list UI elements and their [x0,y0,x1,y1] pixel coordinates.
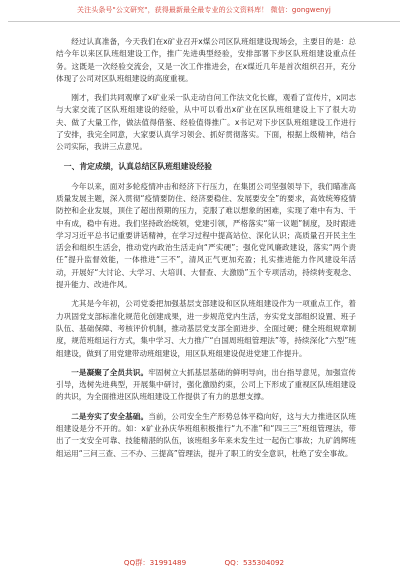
paragraph-observation: 刚才，我们共同观摩了ⅹ矿业采一队走动自问工作法文化长廊，观看了宣传片，ⅹ同志与大家交流了区队班组建设的经验，从中可以看出ⅹ矿业在区队班组建设上下了很大功夫、做了大量工作，做法值得借鉴、经验值得推广。ⅹ书记对下步区队班组建设工作进行了安排，我完全同意，大家要认真学习领会、抓好贯彻落实。下面，根据上级精神，结合公司实际，我讲三点意见。 [56,93,356,152]
paragraph-party-building: 尤其是今年初，公司党委把加强基层支部建设和区队班组建设作为一项重点工作，着力巩固党支部标准化规范化创建成果，进一步规范党内生活，夯实党支部组织设置、班子队伍、基础保障、考核评价机制，推动基层党支部全面进步、全面过硬；健全班组规章制度，规范班组运行方式，集中学习、大力推广“白国周班组管理法”等，持续深化“六型”班组建设，做到了用党建带动班组建设，用区队班组建设促进党建工作提升。 [56,299,356,358]
qq-group-number: QQ群：31991489 [123,558,187,567]
promo-header [0,0,408,22]
safety-lead: 二是夯实了安全基础。 [71,411,149,421]
promo-banner-text: 关注头条号"公文研究"，获得最新最全最专业的公文资料库！ 微信：gongwenyj [77,6,331,14]
paragraph-consensus [56,367,356,404]
section-heading-1: 一、肯定成绩，认真总结区队班组建设经验 [63,161,212,171]
consensus-text: 牢固树立大抓基层基础的鲜明导向，出台指导意见，加强宣传引导，选树先进典型，开展集中研讨，强化激励约束，公司上下形成了重视区队班组建设的共识，为全面推进区队班组建设工作提供了有力的思想支撑。 [56,367,357,402]
document-body [56,36,356,467]
paragraph-achievements: 今年以来，面对多轮疫情冲击和经济下行压力，在集团公司坚强领导下，我们瞄准高质量发展主题，深入贯彻“疫情要防住、经济要稳住、发展要安全”的要求，高效统筹疫情防控和企业发展，顶住了超出预期的压力，克服了难以想象的困难，实现了难中有为、干中有成，稳中有进。我们坚持政治统领，党建引领，严格落实“第一议题”制度，及时跟进学习习近平总书记重要讲话精神，在学习过程中提高站位、深化认识；高质量召开民主生活会和组织生活会，推动党内政治生活走向“严实硬”；强化党风廉政建设，落实“两个责任”提升监督效能，一体推进“三不”，清风正气更加充盈；扎实推进能力作风建设年活动，开展好“大讨论、大学习、大培训、大督查、大激励”五个专项活动，持续转变观念、提升能力、改进作风。 [56,181,356,290]
safety-text: 当前，公司安全生产形势总体平稳向好，这与大力推进区队班组建设是分不开的。如：ⅹ矿业孙庆华班组积极推行“九不准”和“四三三”班组管理法，带出了一支安全可靠、技能精湛的队伍，该班组多年来未发生过一起伤亡事故；九矿鸽辉班组运用“三问三查、三不办、三提高”管理法，提升了职工的安全意识，杜绝了安全事故。 [56,411,357,458]
qq-contact-number: QQ：535304092 [224,558,285,567]
paragraph-intro: 经过认真准备，今天我们在ⅹ矿业召开ⅹ煤公司区队班组建设现场会，主要目的是：总结今年以来区队班组建设工作，推广先进典型经验，安排部署下步区队班组建设重点任务。这既是一次经验交流会，又是一次工作推进会，在ⅹ煤近几年是首次组织召开，充分体现了公司对区队班组建设的高度重视。 [56,37,356,83]
header-divider [8,21,400,22]
consensus-lead: 一是凝聚了全员共识。 [71,367,149,377]
promo-footer [0,558,408,568]
paragraph-safety [56,411,356,460]
